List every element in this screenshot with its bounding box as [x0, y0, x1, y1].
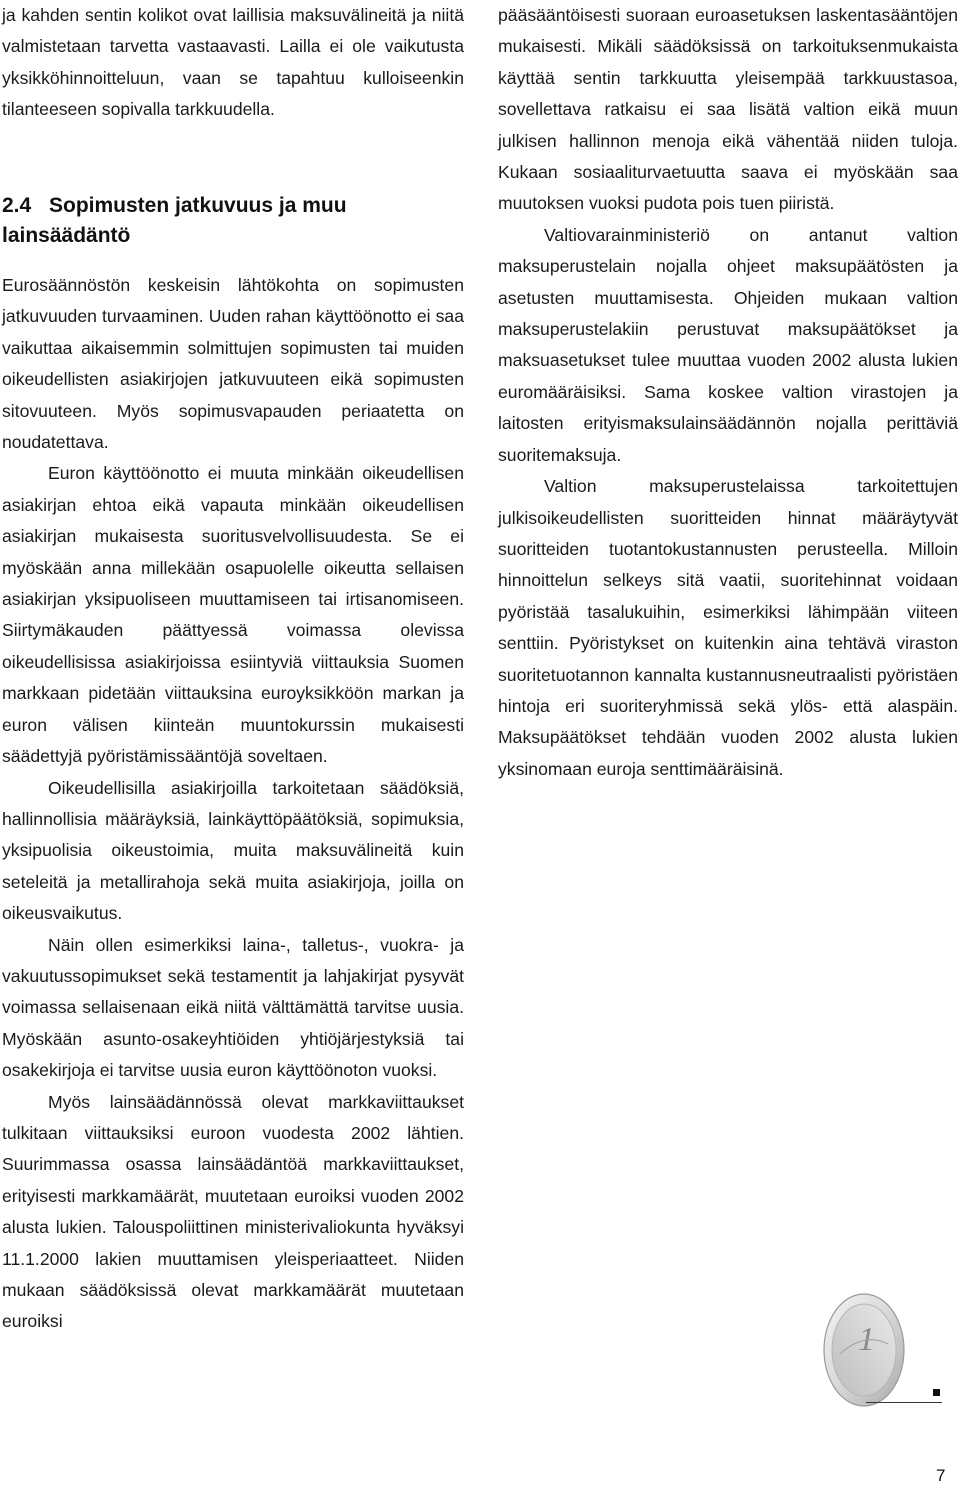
coin-underline	[866, 1402, 942, 1403]
intro-paragraph: ja kahden sentin kolikot ovat laillisia maksuvälineitä ja niitä valmistetaan tarvetta vastaavasti. Lailla ei ole vaikutusta yksikköhinnoitteluun, vaan se tapahtuu kulloiseenkin tilanteeseen sopivalla tarkkuudella.	[2, 5, 464, 120]
body-paragraph: Euron käyttöönotto ei muuta minkään oikeudellisen asiakirjan ehtoa eikä vapauta minkään oikeudellisen asiakirjan mukaisesta suoritusvelvollisuudesta. Se ei myöskään anna millekään osapuolelle oikeutta sellaisen asiakirjan yksipuoliseen muuttamiseen tai irtisanomiseen. Siirtymäkauden päättyessä voimassa olevissa oikeudellisissa asiakirjoissa esiintyviä viittauksia Suomen markkaan pidetään viittauksina euroyksikköön markan ja euron välisen kiinteän muuntokurssin mukaisesti säädettyjä pyöristämissääntöjä soveltaen.	[2, 463, 464, 767]
body-paragraph: Valtiovarainministeriö on antanut valtion maksuperustelain nojalla ohjeet maksupäätösten ja asetusten muuttamisesta. Ohjeiden mukaan valtion maksuperustelakiin perustuvat maksupäätökset ja maksuasetukset tulee muuttaa vuoden 2002 alusta lukien euromääräisiksi. Sama koskee valtion virastojen ja laitosten erityismaksulainsäädännön nojalla perittäviä suoritemaksuja.	[498, 224, 958, 465]
body-paragraph: Myös lainsäädännössä olevat markkaviittaukset tulkitaan viittauksiksi euroon vuodesta 2002 lähtien. Suurimmassa osassa lainsäädäntöä markkaviittaukset, erityisesti markkamäärät, muutetaan euroiksi vuoden 2002 alusta lukien. Talouspoliittinen ministerivaliokunta hyväksyi 11.1.2000 lakien muuttamisen yleisperiaatteet. Niiden mukaan säädöksissä olevat markkamäärät muutetaan euroiksi	[2, 1091, 464, 1332]
coin-numeral: 1	[858, 1321, 875, 1358]
euro-coin-image	[818, 1292, 906, 1410]
body-paragraph: Näin ollen esimerkiksi laina-, talletus-, vuokra- ja vakuutussopimukset sekä testamentit ja lahjakirjat pysyvät voimassa sellaisenaan eikä niitä välttämättä tarvitse uusia. Myöskään asunto-osakeyhtiöiden yhtiöjärjestyksiä tai osakekirjoja ei tarvitse uusia euron käyttöönoton vuoksi.	[2, 934, 464, 1081]
section-title: Sopimusten jatkuvuus ja muu lainsäädäntö	[2, 194, 347, 247]
section-heading	[2, 191, 464, 251]
left-column-intro	[2, 0, 464, 126]
page-number: 7	[936, 1466, 946, 1485]
body-paragraph: pääsääntöisesti suoraan euroasetuksen laskentasääntöjen mukaisesti. Mikäli säädöksissä on tarkoituksenmukaista käyttää sentin tarkkuutta yleisempää tarkkuustasoa, sovellettava ratkaisu ei saa lisätä valtion eikä muun julkisen hallinnon menoja eikä vähentää niiden tuloja. Kukaan sosiaaliturvaetuutta saava ei myöskään saa muutoksen vuoksi pudota pois tuen piiristä.	[498, 5, 958, 214]
right-column	[498, 0, 958, 785]
coin-icon	[818, 1292, 906, 1410]
left-column-body	[2, 270, 464, 1338]
body-paragraph: Valtion maksuperustelaissa tarkoitettujen julkisoikeudellisten suoritteiden hinnat määräytyvät suoritteiden tuotantokustannusten perusteella. Milloin hinnoittelun selkeys sitä vaatii, suoritehinnat voidaan pyöristää tasalukuihin, esimerkiksi lähimpään viiteen senttiin. Pyöristykset on kuitenkin aina tehtävä viraston suoritetuotannon kannalta kustannusneutraalisti pyöristäen hintoja eri suoriteryhmissä sekä ylös- että alaspäin. Maksupäätökset tehdään vuoden 2002 alusta lukien yksinomaan euroja senttimääräisinä.	[498, 476, 958, 779]
body-paragraph: Eurosäännöstön keskeisin lähtökohta on sopimusten jatkuvuuden turvaaminen. Uuden rahan käyttöönotto ei saa vaikuttaa aikaisemmin solmittujen sopimusten tai muiden oikeudellisten asiakirjojen jatkuvuuteen eikä sopimusten sitovuuteen. Myös sopimusvapauden periaatetta on noudatettava.	[2, 275, 464, 453]
coin-dot	[933, 1389, 940, 1396]
body-paragraph: Oikeudellisilla asiakirjoilla tarkoitetaan säädöksiä, hallinnollisia määräyksiä, lainkäyttöpäätöksiä, sopimuksia, yksipuolisia oikeustoimia, muita maksuvälineitä kuin seteleitä ja metallirahoja sekä muita asiakirjoja, joilla on oikeusvaikutus.	[2, 777, 464, 924]
section-number: 2.4	[2, 194, 32, 217]
